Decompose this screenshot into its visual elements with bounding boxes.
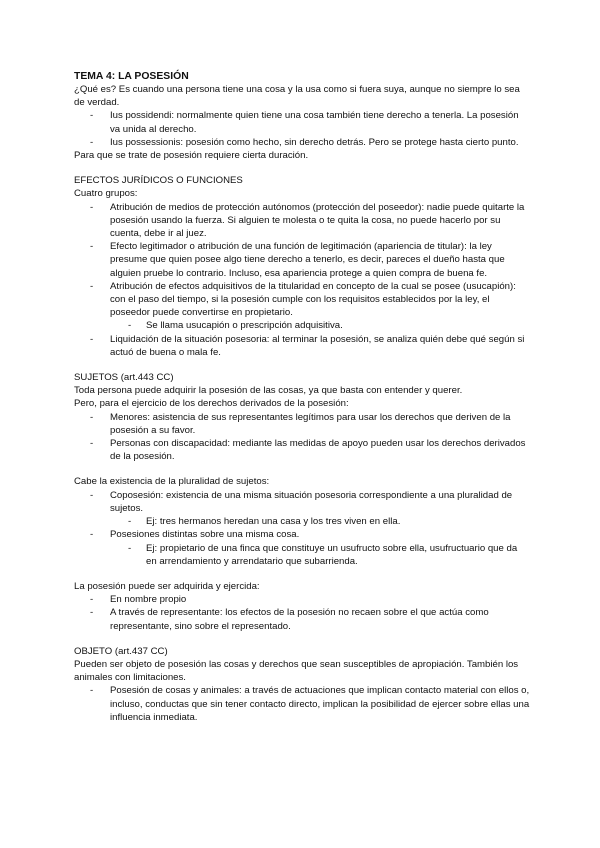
ejercicio-list: [74, 593, 530, 633]
document-title: TEMA 4: LA POSESIÓN: [74, 71, 189, 82]
section-heading-objeto: OBJETO (art.437 CC): [74, 645, 168, 657]
section-heading-sujetos: SUJETOS (art.443 CC): [74, 372, 174, 384]
sub-list: [110, 542, 530, 568]
list-item: - Coposesión: existencia de una misma situación posesoria correspondiente a una pluralidad de sujetos. - Ej: tres hermanos heredan una casa y los tres viven en ella.: [74, 489, 530, 529]
sub-list-item: - Ej: tres hermanos heredan una casa y los tres viven en ella.: [128, 516, 401, 528]
list-item: - Ius possessionis: posesión como hecho, sin derecho detrás. Pero se protege hasta cierto punto.: [90, 136, 519, 148]
list-item: - Efecto legitimador o atribución de una función de legitimación (apariencia de titular): la ley presume que quien posee algo tiene derecho a tenerlo, es decir, pareces el dueño hasta que alguien pruebe lo contrario. Incluso, esa apariencia protege a quien compra de buena fe.: [90, 241, 505, 279]
ejercicio-lead: La posesión puede ser adquirida y ejercida:: [74, 580, 260, 592]
list-item: - Menores: asistencia de sus representantes legítimos para usar los derechos que deriven de la posesión a su favor.: [90, 411, 511, 436]
list-item: - Atribución de efectos adquisitivos de la titularidad en concepto de la cual se posee (usucapión): con el paso del tiempo, si la posesión cumple con los requisitos establecidos por la ley, el poseedor puede convertirse en propietario. - Se llama usucapión o prescripción adquisitiva.: [74, 280, 530, 333]
sub-list-item: - Se llama usucapión o prescripción adquisitiva.: [128, 320, 343, 332]
intro-list: [74, 109, 530, 149]
objeto-line-1: Pueden ser objeto de posesión las cosas y derechos que sean susceptibles de apropiación. También los animales con limitaciones.: [74, 658, 519, 684]
intro-note: Para que se trate de posesión requiere cierta duración.: [74, 150, 309, 162]
objeto-list: [74, 684, 530, 724]
pluralidad-lead: Cabe la existencia de la pluralidad de sujetos:: [74, 476, 270, 488]
list-item: - Liquidación de la situación posesoria: al terminar la posesión, se analiza quién debe qué según si actuó de buena o mala fe.: [90, 333, 525, 358]
document-page: [74, 70, 530, 724]
sub-list: [110, 515, 530, 528]
list-item: - Posesión de cosas y animales: a través de actuaciones que implican contacto material con ellos o, incluso, conductas que sin tener contacto directo, implican la posibilidad de ejercer sobre ellas una influencia inmediata.: [90, 685, 530, 723]
efectos-lead: Cuatro grupos:: [74, 188, 138, 200]
sub-list-item: - Ej: propietario de una finca que constituye un usufructo sobre ella, usufructuario que da en arrendamiento y arrendatario que subarrienda.: [128, 542, 518, 567]
list-item: - A través de representante: los efectos de la posesión no recaen sobre el que actúa como representante, sino sobre el representado.: [90, 607, 489, 632]
efectos-list: [74, 201, 530, 359]
sub-list: [110, 319, 530, 332]
pluralidad-list: [74, 489, 530, 568]
sujetos-list: [74, 411, 530, 464]
list-item: - Ius possidendi: normalmente quien tiene una cosa también tiene derecho a tenerla. La posesión va unida al derecho.: [90, 110, 519, 135]
list-item: - Personas con discapacidad: mediante las medidas de apoyo pueden usar los derechos derivados de la posesión.: [90, 438, 526, 463]
sujetos-line-1: Toda persona puede adquirir la posesión de las cosas, ya que basta con entender y querer.: [74, 385, 463, 397]
sujetos-line-2: Pero, para el ejercicio de los derechos derivados de la posesión:: [74, 398, 349, 410]
list-item: - Posesiones distintas sobre una misma cosa. - Ej: propietario de una finca que constituye un usufructo sobre ella, usufructuario que da en arrendamiento y arrendatario que subarrienda.: [74, 528, 530, 568]
section-heading-efectos: EFECTOS JURÍDICOS O FUNCIONES: [74, 175, 243, 187]
list-item: - Atribución de medios de protección autónomos (protección del poseedor): nadie puede quitarte la posesión usando la fuerza. Si alguien te molesta o te quita la cosa, no puede hacerlo por su cuenta, debe ir al juez.: [90, 201, 525, 240]
list-item: - En nombre propio: [90, 594, 187, 606]
intro-question: ¿Qué es? Es cuando una persona tiene una cosa y la usa como si fuera suya, aunque no siempre lo sea de verdad.: [74, 84, 520, 109]
